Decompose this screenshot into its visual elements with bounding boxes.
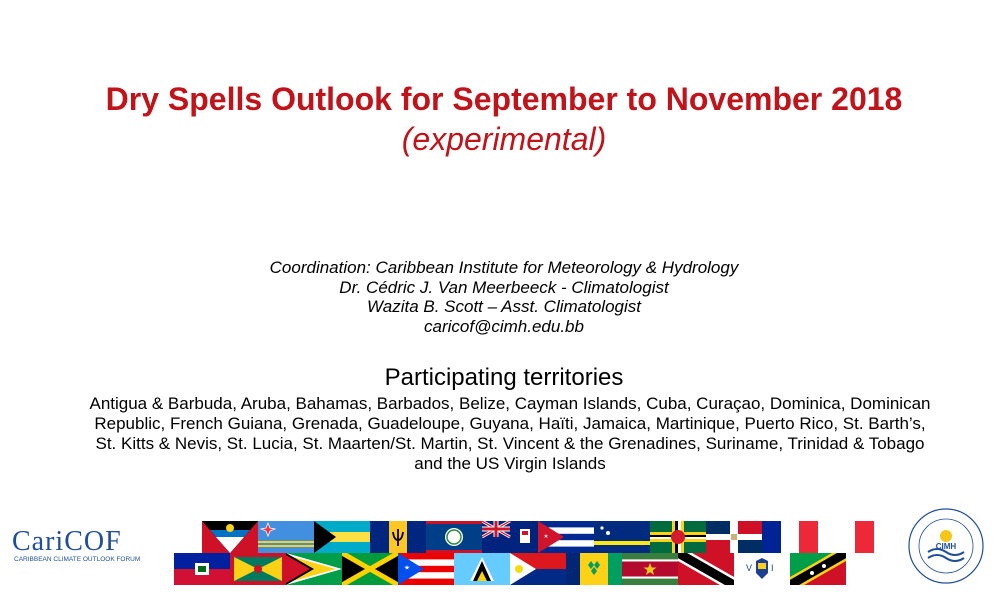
flag-haiti bbox=[174, 553, 230, 585]
svg-text:I: I bbox=[771, 563, 774, 573]
asst-climatologist-line: Wazita B. Scott – Asst. Climatologist bbox=[367, 297, 641, 316]
participating-heading: Participating territories bbox=[384, 364, 624, 391]
sun-icon bbox=[940, 530, 952, 542]
flag-grenada bbox=[230, 553, 286, 585]
flag-dominican-republic bbox=[706, 521, 762, 553]
territories-list: Antigua & Barbuda, Aruba, Bahamas, Barbados, Belize, Cayman Islands, Cuba, Curaçao, Dominica, Dominican Republic, French Guiana, Grenada, Guadeloupe, Guyana, Haïti, Jamaica, Martinique, Puerto Rico, St. Barth’s, St. Kitts & Nevis, St. Lucia, St. Maarten/St. Martin, St. Vincent & the Grenadines, Suriname, Trinidad & Tobago and the US Virgin Islands bbox=[89, 394, 931, 473]
slide-title: Dry Spells Outlook for September to November 2018 bbox=[105, 81, 903, 117]
flag-aruba bbox=[258, 521, 314, 553]
caricof-logo-text: CariCOF bbox=[12, 526, 122, 557]
flag-jamaica bbox=[342, 553, 398, 585]
flag-antigua-barbuda bbox=[202, 521, 258, 553]
caricof-logo-tagline: CARIBBEAN CLIMATE OUTLOOK FORUM bbox=[14, 556, 141, 563]
flag-st-vincent bbox=[566, 553, 622, 585]
flag-guyana bbox=[286, 553, 342, 585]
flag-st-lucia bbox=[454, 553, 510, 585]
contact-email: caricof@cimh.edu.bb bbox=[424, 316, 584, 336]
flag-barbados bbox=[370, 521, 426, 553]
svg-text:V: V bbox=[746, 563, 753, 573]
flag-french-guiana bbox=[762, 521, 818, 553]
cimh-logo-text: CIMH bbox=[935, 542, 957, 551]
flag-us-virgin-islands bbox=[734, 553, 790, 585]
flag-trinidad-tobago bbox=[678, 553, 734, 585]
coordination-line: Coordination: Caribbean Institute for Meteorology & Hydrology bbox=[269, 258, 739, 277]
flag-puerto-rico bbox=[398, 553, 454, 585]
slide-subtitle: (experimental) bbox=[401, 121, 607, 157]
flag-cuba bbox=[538, 521, 594, 553]
flag-guadeloupe bbox=[818, 521, 874, 553]
flag-curacao bbox=[594, 521, 650, 553]
flag-guadeloupe-2 bbox=[846, 553, 902, 585]
flag-cayman-islands bbox=[482, 521, 538, 553]
flag-st-maarten bbox=[510, 553, 566, 585]
caricof-logo bbox=[12, 524, 162, 564]
coordination-block bbox=[0, 258, 1008, 336]
flag-bahamas bbox=[314, 521, 370, 553]
climatologist-line: Dr. Cédric J. Van Meerbeeck - Climatologist bbox=[339, 277, 669, 297]
flag-dominica bbox=[650, 521, 706, 553]
cimh-logo bbox=[906, 506, 986, 586]
flag-suriname bbox=[622, 553, 678, 585]
flag-st-kitts-nevis bbox=[790, 553, 846, 585]
flag-belize bbox=[426, 521, 482, 553]
